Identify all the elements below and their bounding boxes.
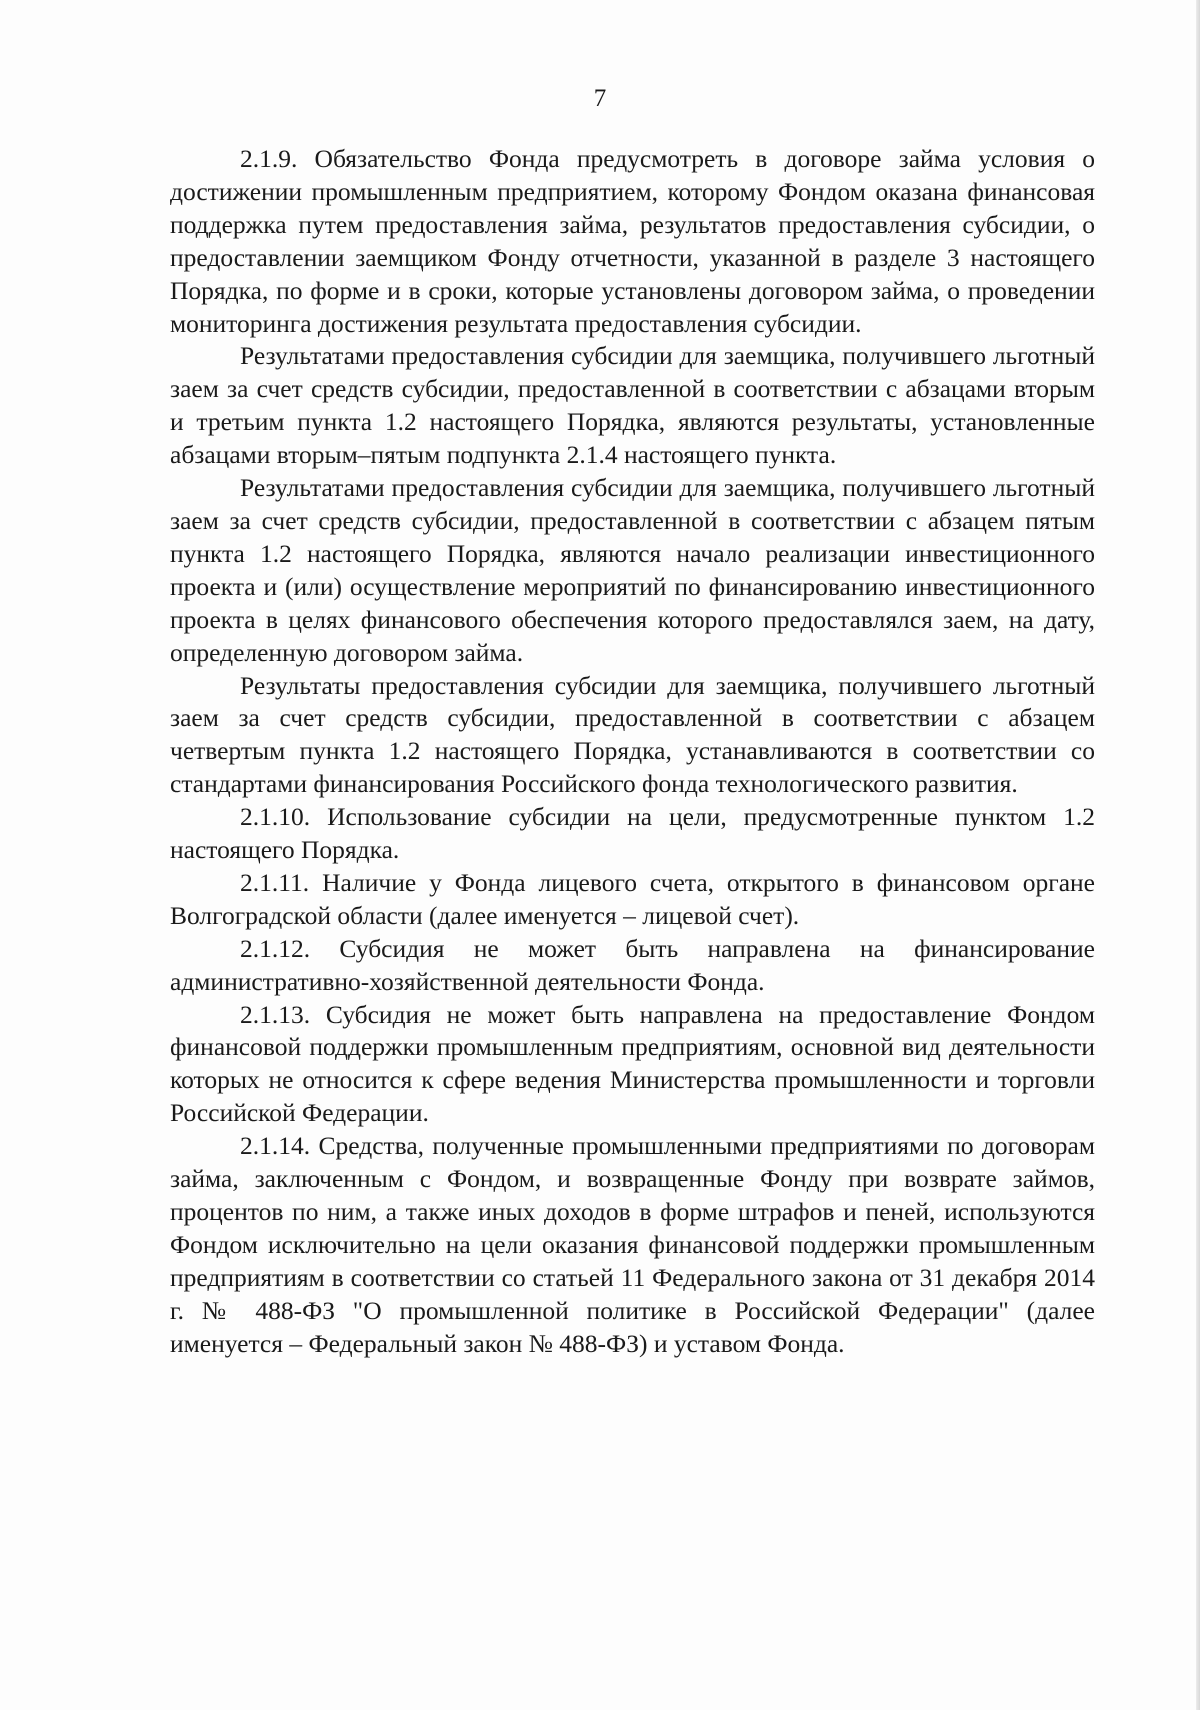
paragraph-2-1-14: 2.1.14. Средства, полученные промышленными предприятиями по договорам займа, заключенным с Фондом, и возвращенные Фонду при возврате займов, процентов по ним, а также иных доходов в форме штрафов и пеней, используются Фондом исключительно на цели оказания финансовой поддержки промышленным предприятиям в соответствии со статьей 11 Федерального закона от 31 декабря 2014 г. № 488-ФЗ "О промышленной политике в Российской Федерации" (далее именуется – Федеральный закон № 488-ФЗ) и уставом Фонда.: [170, 1131, 1095, 1358]
scan-edge-shadow: [1196, 0, 1200, 1710]
paragraph-results-abz-5: Результатами предоставления субсидии для заемщика, получившего льготный заем за счет средств субсидии, предоставленной в соответствии с абзацем пятым пункта 1.2 настоящего Порядка, являются начало реализации инвестиционного проекта и (или) осуществление мероприятий по финансированию инвестиционного проекта в целях финансового обеспечения которого предоставлялся заем, на дату, определенную договором займа.: [170, 473, 1095, 667]
paragraph-2-1-12: 2.1.12. Субсидия не может быть направлена на финансирование административно-хозяйственной деятельности Фонда.: [170, 933, 1095, 996]
paragraph-2-1-9: 2.1.9. Обязательство Фонда предусмотреть в договоре займа условия о достижении промышленным предприятием, которому Фондом оказана финансовая поддержка путем предоставления займа, результатов предоставления субсидии, о предоставлении заемщиком Фонду отчетности, указанной в разделе 3 настоящего Порядка, по форме и в сроки, которые установлены договором займа, о проведении мониторинга достижения результата предоставления субсидии.: [170, 144, 1095, 338]
paragraph-results-abz-2-3: Результатами предоставления субсидии для заемщика, получившего льготный заем за счет средств субсидии, предоставленной в соответствии с абзацами вторым и третьим пункта 1.2 настоящего Порядка, являются результаты, установленные абзацами вторым–пятым подпункта 2.1.4 настоящего пункта.: [170, 341, 1095, 470]
page-number: 7: [593, 85, 607, 112]
paragraph-2-1-10: 2.1.10. Использование субсидии на цели, предусмотренные пунктом 1.2 настоящего Порядка.: [170, 802, 1095, 865]
document-body: [170, 143, 1095, 1361]
paragraph-2-1-13: 2.1.13. Субсидия не может быть направлена на предоставление Фондом финансовой поддержки промышленным предприятиям, основной вид деятельности которых не относится к сфере ведения Министерства промышленности и торговли Российской Федерации.: [170, 999, 1095, 1128]
paragraph-2-1-11: 2.1.11. Наличие у Фонда лицевого счета, открытого в финансовом органе Волгоградской области (далее именуется – лицевой счет).: [170, 867, 1095, 930]
paragraph-results-abz-4: Результаты предоставления субсидии для заемщика, получившего льготный заем за счет средств субсидии, предоставленной в соответствии с абзацем четвертым пункта 1.2 настоящего Порядка, устанавливаются в соответствии со стандартами финансирования Российского фонда технологического развития.: [170, 670, 1095, 799]
